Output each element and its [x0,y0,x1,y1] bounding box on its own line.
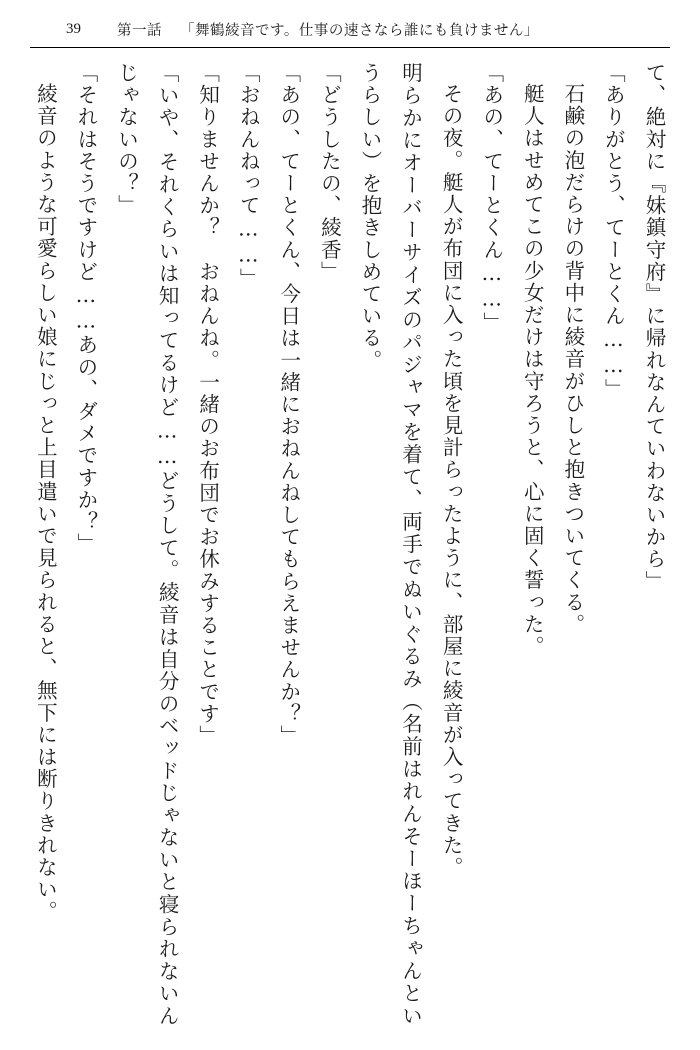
chapter-label: 第一話 [117,22,162,39]
header-divider [30,47,670,48]
paragraph: 「あの、てーとくん……」 [479,62,504,335]
page-body [26,62,674,1030]
page-number: 39 [66,20,81,37]
paragraph: 明らかにオーバーサイズのパジャマを着て、両手でぬいぐるみ（名前はれんそーほーちゃんというらしい）を抱きしめている。 [357,62,423,1027]
paragraph: その夜。艇人が布団に入った頃を見計らったように、部屋に綾音が入ってきた。 [439,82,464,879]
paragraph: 「おねんねって……」 [236,62,261,290]
vertical-text-column [26,62,674,1027]
paragraph: 綾音のような可愛らしい娘にじっと上目遣いで見られると、無下には断りきれない。 [33,82,58,923]
paragraph: 「どうしたの、綾香」 [317,62,342,283]
paragraph: 「それはそうですけど……あの、ダメですか？」 [73,62,98,556]
paragraph: 石鹸の泡だらけの背中に綾音がひしと抱きついてくる。 [560,82,585,635]
paragraph: て、絶対に『妹鎮守府』に帰れなんていわないから」 [642,62,666,593]
paragraph: 「ありがとう、てーとくん……」 [601,62,626,401]
paragraph: 艇人はせめてこの少女だけは守ろうと、心に固く誓った。 [520,82,545,658]
paragraph: 「いや、それくらいは知ってるけど……どうして。綾音は自分のベッドじゃないと寝られないんじゃないの？」 [114,62,180,1027]
chapter-subtitle: 「舞鶴綾音です。仕事の速さなら誰にも負けません」 [180,22,539,39]
page-header [26,14,674,44]
paragraph: 「あの、てーとくん、今日は一緒におねんねしてもらえませんか？」 [276,62,301,748]
paragraph: 「知りませんか？ おねんね。一緒のお布団でお休みすることです」 [195,62,220,748]
